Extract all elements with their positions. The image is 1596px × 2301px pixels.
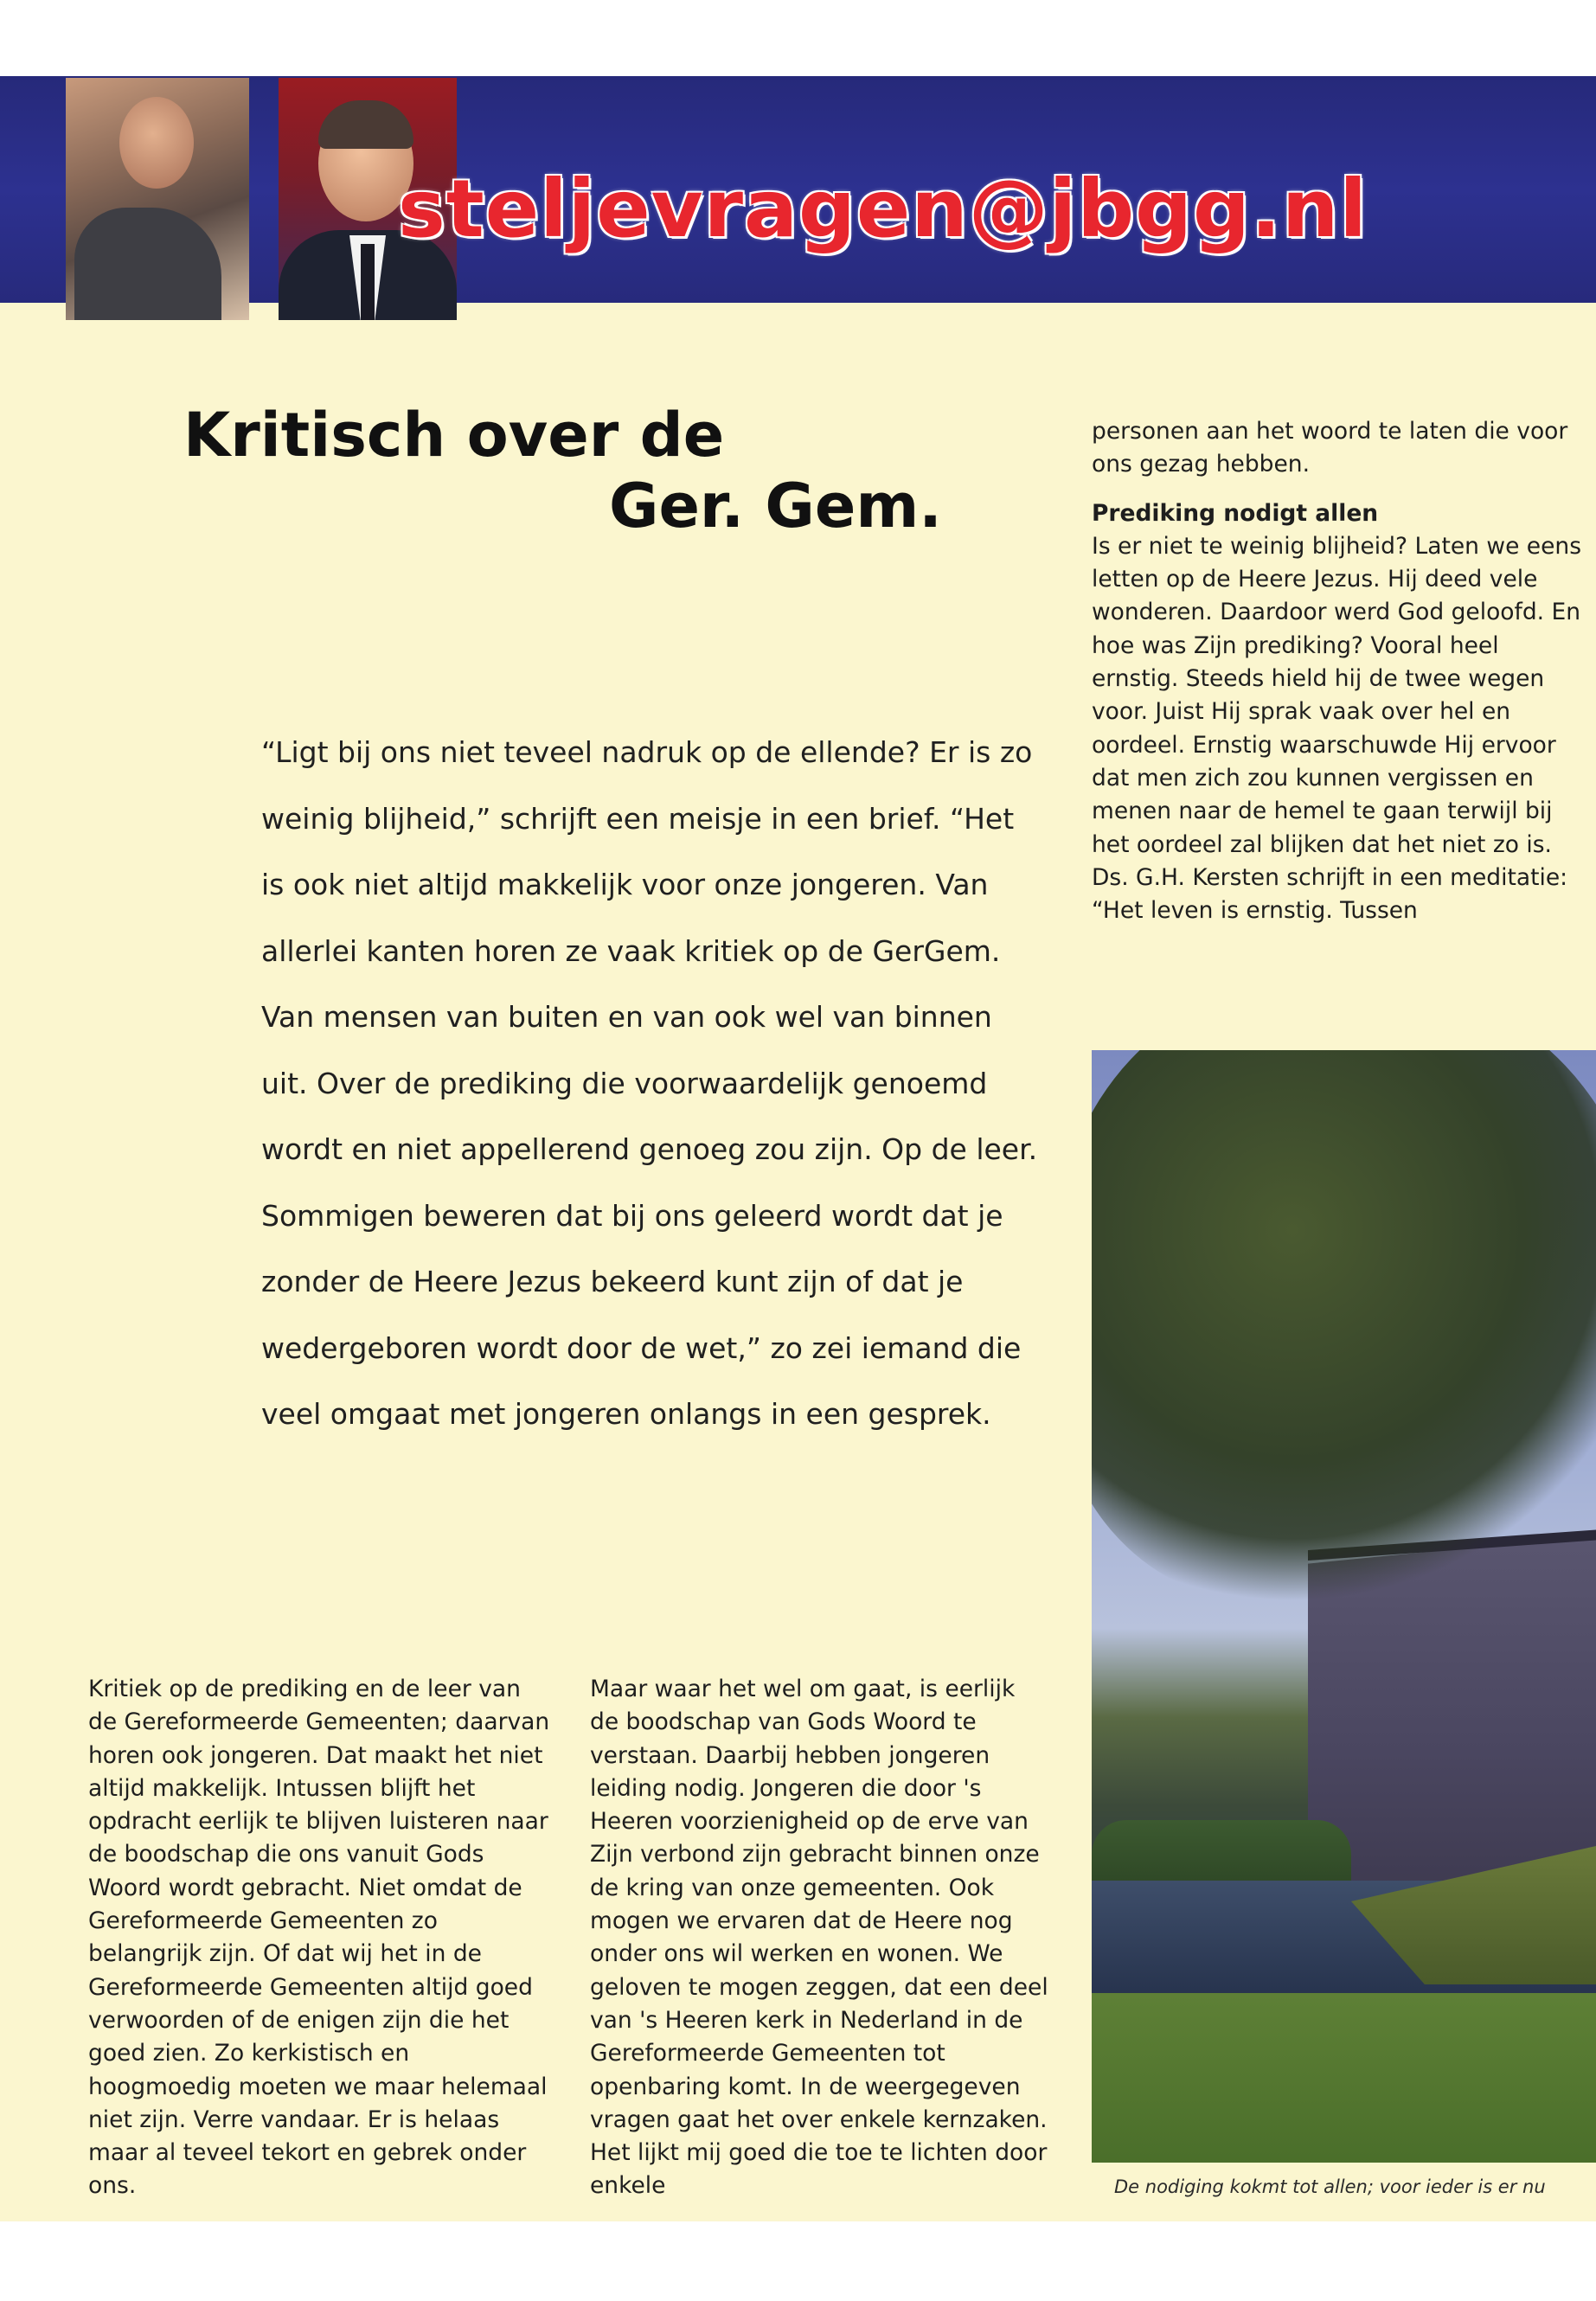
subheading: Prediking nodigt allen [1092, 499, 1379, 527]
photo-caption: De nodiging kokmt tot allen; voor ieder is er nu [1114, 2176, 1546, 2197]
foreground-grass [1092, 1993, 1596, 2163]
author-hair [318, 100, 413, 149]
intro-quote: “Ligt bij ons niet teveel nadruk op de ellende? Er is zo weinig blijheid,” schrijft een meisje in een brief. “Het is ook niet altijd makkelijk voor onze jongeren. Van allerlei kanten horen ze vaak kritiek op de GerGem. Van mensen van buiten en van ook wel van binnen uit. Over de prediking die voorwaardelijk genoemd wordt en niet appellerend genoeg zou zijn. Op de leer. Sommigen beweren dat bij ons geleerd wordt dat je zonder de Heere Jezus bekeerd kunt zijn of dat je wedergeboren wordt door de wet,” zo zei iemand die veel omgaat met jongeren onlangs in een gesprek. [261, 735, 1038, 1431]
article-title-line2: Ger. Gem. [609, 471, 942, 542]
speaker-photo [66, 78, 249, 320]
body-column-2: Maar waar het wel om gaat, is eerlijk de boodschap van Gods Woord te verstaan. Daarbij hebben jongeren leiding nodig. Jongeren die door 's Heeren voorzienigheid op de erve van Zijn verbond zijn gebracht binnen onze de kring van onze gemeenten. Ook mogen we ervaren dat de Heere nog onder ons wil werken en wonen. We geloven te mogen zeggen, dat een deel van 's Heeren kerk in Nederland in de Gereformeerde Gemeenten tot openbaring komt. In de weergegeven vragen gaat het over enkele kernzaken. Het lijkt mij goed die toe te lichten door enkele [590, 1676, 1048, 2200]
column3-top: personen aan het woord te laten die voor ons gezag hebben. [1092, 418, 1568, 478]
article-title-line1: Kritisch over de [183, 400, 725, 471]
header-email[interactable]: steljevragen@jbgg.nl [398, 163, 1368, 255]
column3-body: Is er niet te weinig blijheid? Laten we eens letten op de Heere Jezus. Hij deed vele wonderen. Daardoor werd God geloofd. En hoe was Zijn prediking? Vooral heel ernstig. Steeds hield hij de twee wegen voor. Juist Hij sprak vaak over hel en oordeel. Ernstig waarschuwde Hij ervoor dat men zich zou kunnen vergissen en menen naar de hemel te gaan terwijl bij het oordeel zal blijken dat het niet zo is. Ds. G.H. Kersten schrijft in een meditatie: “Het leven is ernstig. Tussen [1092, 532, 1582, 925]
speaker-body [74, 208, 221, 320]
church-photo [1092, 1050, 1596, 2163]
tree-canopy [1092, 1050, 1596, 1604]
author-tie [361, 244, 375, 320]
speaker-head [119, 97, 194, 189]
body-column-3 [1092, 415, 1585, 927]
body-column-1: Kritiek op de prediking en de leer van de Gereformeerde Gemeenten; daarvan horen ook jongeren. Dat maakt het niet altijd makkelijk. Intussen blijft het opdracht eerlijk te blijven luisteren naar de boodschap die ons vanuit Gods Woord wordt gebracht. Niet omdat de Gereformeerde Gemeenten zo belangrijk zijn. Of dat wij het in de Gereformeerde Gemeenten altijd goed verwoorden of de enigen zijn die het goed zien. Zo kerkistisch en hoogmoedig moeten we maar helemaal niet zijn. Verre vandaar. Er is helaas maar al teveel tekort en gebrek onder ons. [88, 1676, 550, 2200]
